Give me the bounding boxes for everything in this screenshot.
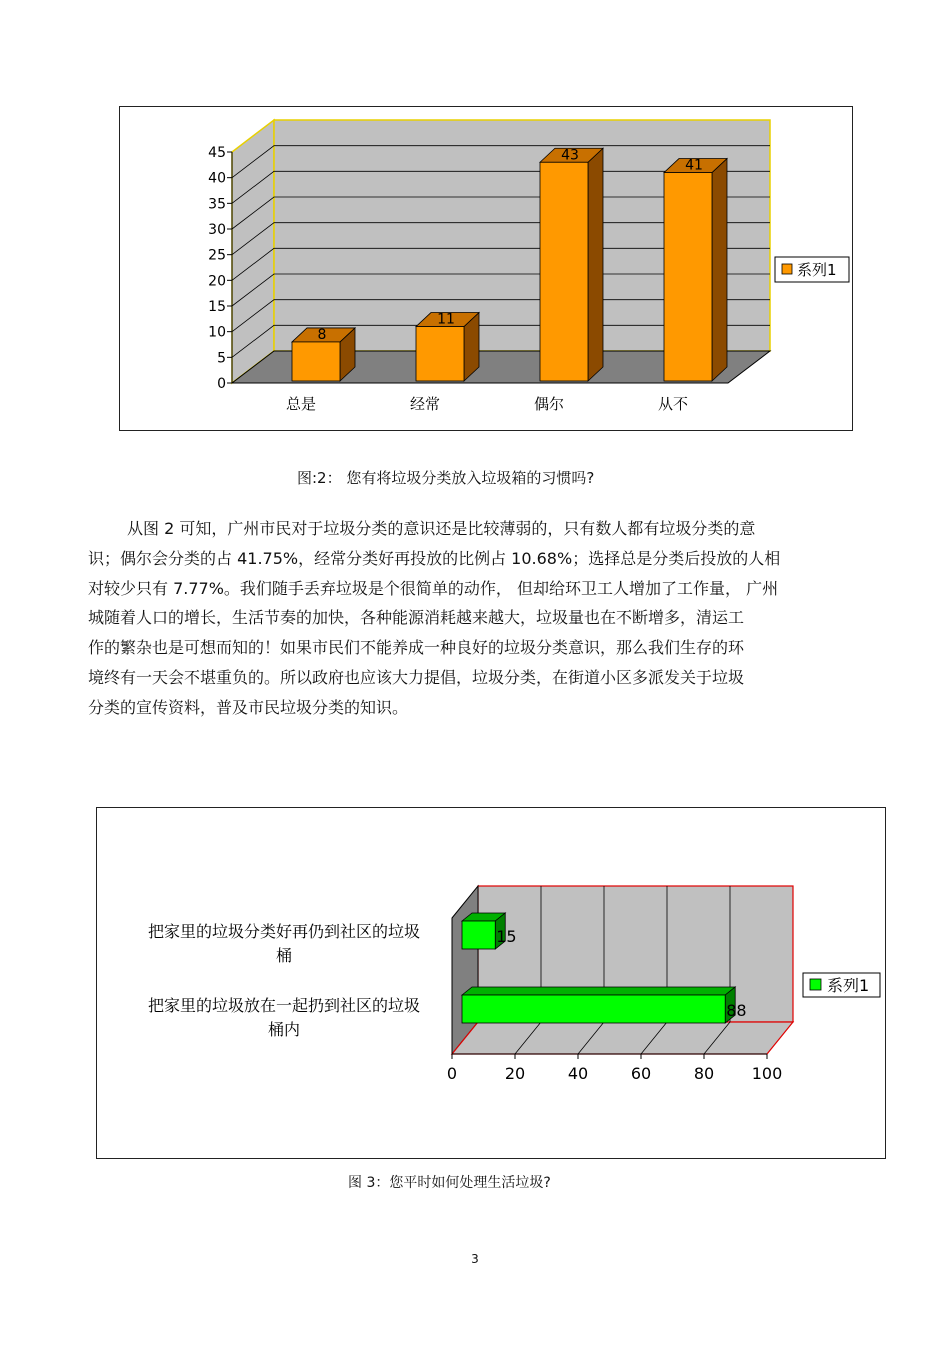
- x-tick-label: 总是: [285, 395, 317, 413]
- y-tick-label: 5: [217, 350, 226, 367]
- y-tick-label: 25: [208, 247, 226, 264]
- y-tick-label: 15: [208, 299, 226, 315]
- x-tick-label: 100: [751, 1064, 783, 1083]
- bar: [462, 995, 725, 1023]
- bar: [292, 342, 340, 381]
- paragraph-line: 识；偶尔会分类的占 41.75%，经常分类好再投放的比例占 10.68%；选择总是分类后投放的人相: [88, 548, 781, 568]
- legend-label: 系列1: [797, 261, 837, 279]
- y-tick-label: 45: [208, 145, 226, 161]
- paragraph-line: 对较少只有 7.77%。我们随手丢弃垃圾是个很简单的动作， 但却给环卫工人增加了工作量， 广州: [88, 578, 779, 598]
- figure-2-caption: 图:2： 您有将垃圾分类放入垃圾箱的习惯吗?: [297, 469, 595, 487]
- bar-top: [462, 987, 735, 995]
- bar: [540, 162, 588, 381]
- bar: [462, 921, 495, 949]
- body-paragraph: [88, 514, 888, 723]
- bar-side: [712, 159, 727, 381]
- x-tick-label: 从不: [657, 395, 689, 413]
- bar: [664, 173, 712, 381]
- figure-3-chart-frame: [96, 807, 886, 1159]
- figure-3-caption: 图 3：您平时如何处理生活垃圾?: [348, 1175, 551, 1191]
- paragraph-line: 作的繁杂也是可想而知的！如果市民们不能养成一种良好的垃圾分类意识，那么我们生存的环: [88, 638, 745, 658]
- y-category-label: 桶内: [267, 1020, 301, 1039]
- data-label: 15: [496, 927, 517, 946]
- x-tick-label: 偶尔: [533, 395, 565, 413]
- data-label: 11: [437, 311, 455, 328]
- bar: [416, 327, 464, 381]
- y-tick-label: 0: [217, 376, 226, 392]
- side-wall: [232, 120, 274, 383]
- legend-swatch: [782, 264, 792, 274]
- floor: [452, 1022, 793, 1054]
- bar-side: [588, 148, 603, 381]
- paragraph-line: 境终有一天会不堪重负的。所以政府也应该大力提倡，垃圾分类，在街道小区多派发关于垃圾: [88, 667, 745, 687]
- figure-2-chart-frame: [119, 106, 853, 431]
- y-tick-label: 10: [208, 324, 226, 341]
- y-category-label: 桶: [275, 946, 293, 965]
- data-label: 88: [726, 1001, 747, 1020]
- x-tick-label: 经常: [409, 395, 441, 413]
- y-tick-label: 35: [208, 196, 226, 213]
- y-tick-label: 20: [208, 273, 226, 290]
- legend-label: 系列1: [827, 976, 870, 995]
- figure-3-bar-chart: [97, 808, 885, 1158]
- x-tick-label: 80: [693, 1064, 715, 1083]
- legend-swatch: [810, 979, 821, 990]
- paragraph-line: 分类的宣传资料，普及市民垃圾分类的知识。: [88, 697, 409, 717]
- x-tick-label: 60: [630, 1064, 652, 1083]
- data-label: 43: [561, 147, 579, 164]
- data-label: 8: [317, 326, 327, 343]
- x-tick-label: 40: [567, 1064, 589, 1083]
- y-tick-label: 30: [208, 222, 226, 238]
- data-label: 41: [685, 157, 703, 174]
- x-tick-label: 0: [446, 1064, 458, 1083]
- x-tick-label: 20: [504, 1064, 526, 1083]
- paragraph-line: 城随着人口的增长，生活节奏的加快，各种能源消耗越来越大，垃圾量也在不断增多，清运工: [88, 608, 745, 628]
- y-category-label: 把家里的垃圾分类好再仍到社区的垃圾: [147, 922, 421, 941]
- figure-2-bar-chart: [120, 107, 852, 430]
- y-tick-label: 40: [208, 170, 226, 187]
- paragraph-line: 从图 2 可知，广州市民对于垃圾分类的意识还是比较薄弱的，只有数人都有垃圾分类的意: [127, 519, 756, 538]
- y-category-label: 把家里的垃圾放在一起扔到社区的垃圾: [147, 996, 421, 1015]
- page-number: 3: [471, 1252, 479, 1266]
